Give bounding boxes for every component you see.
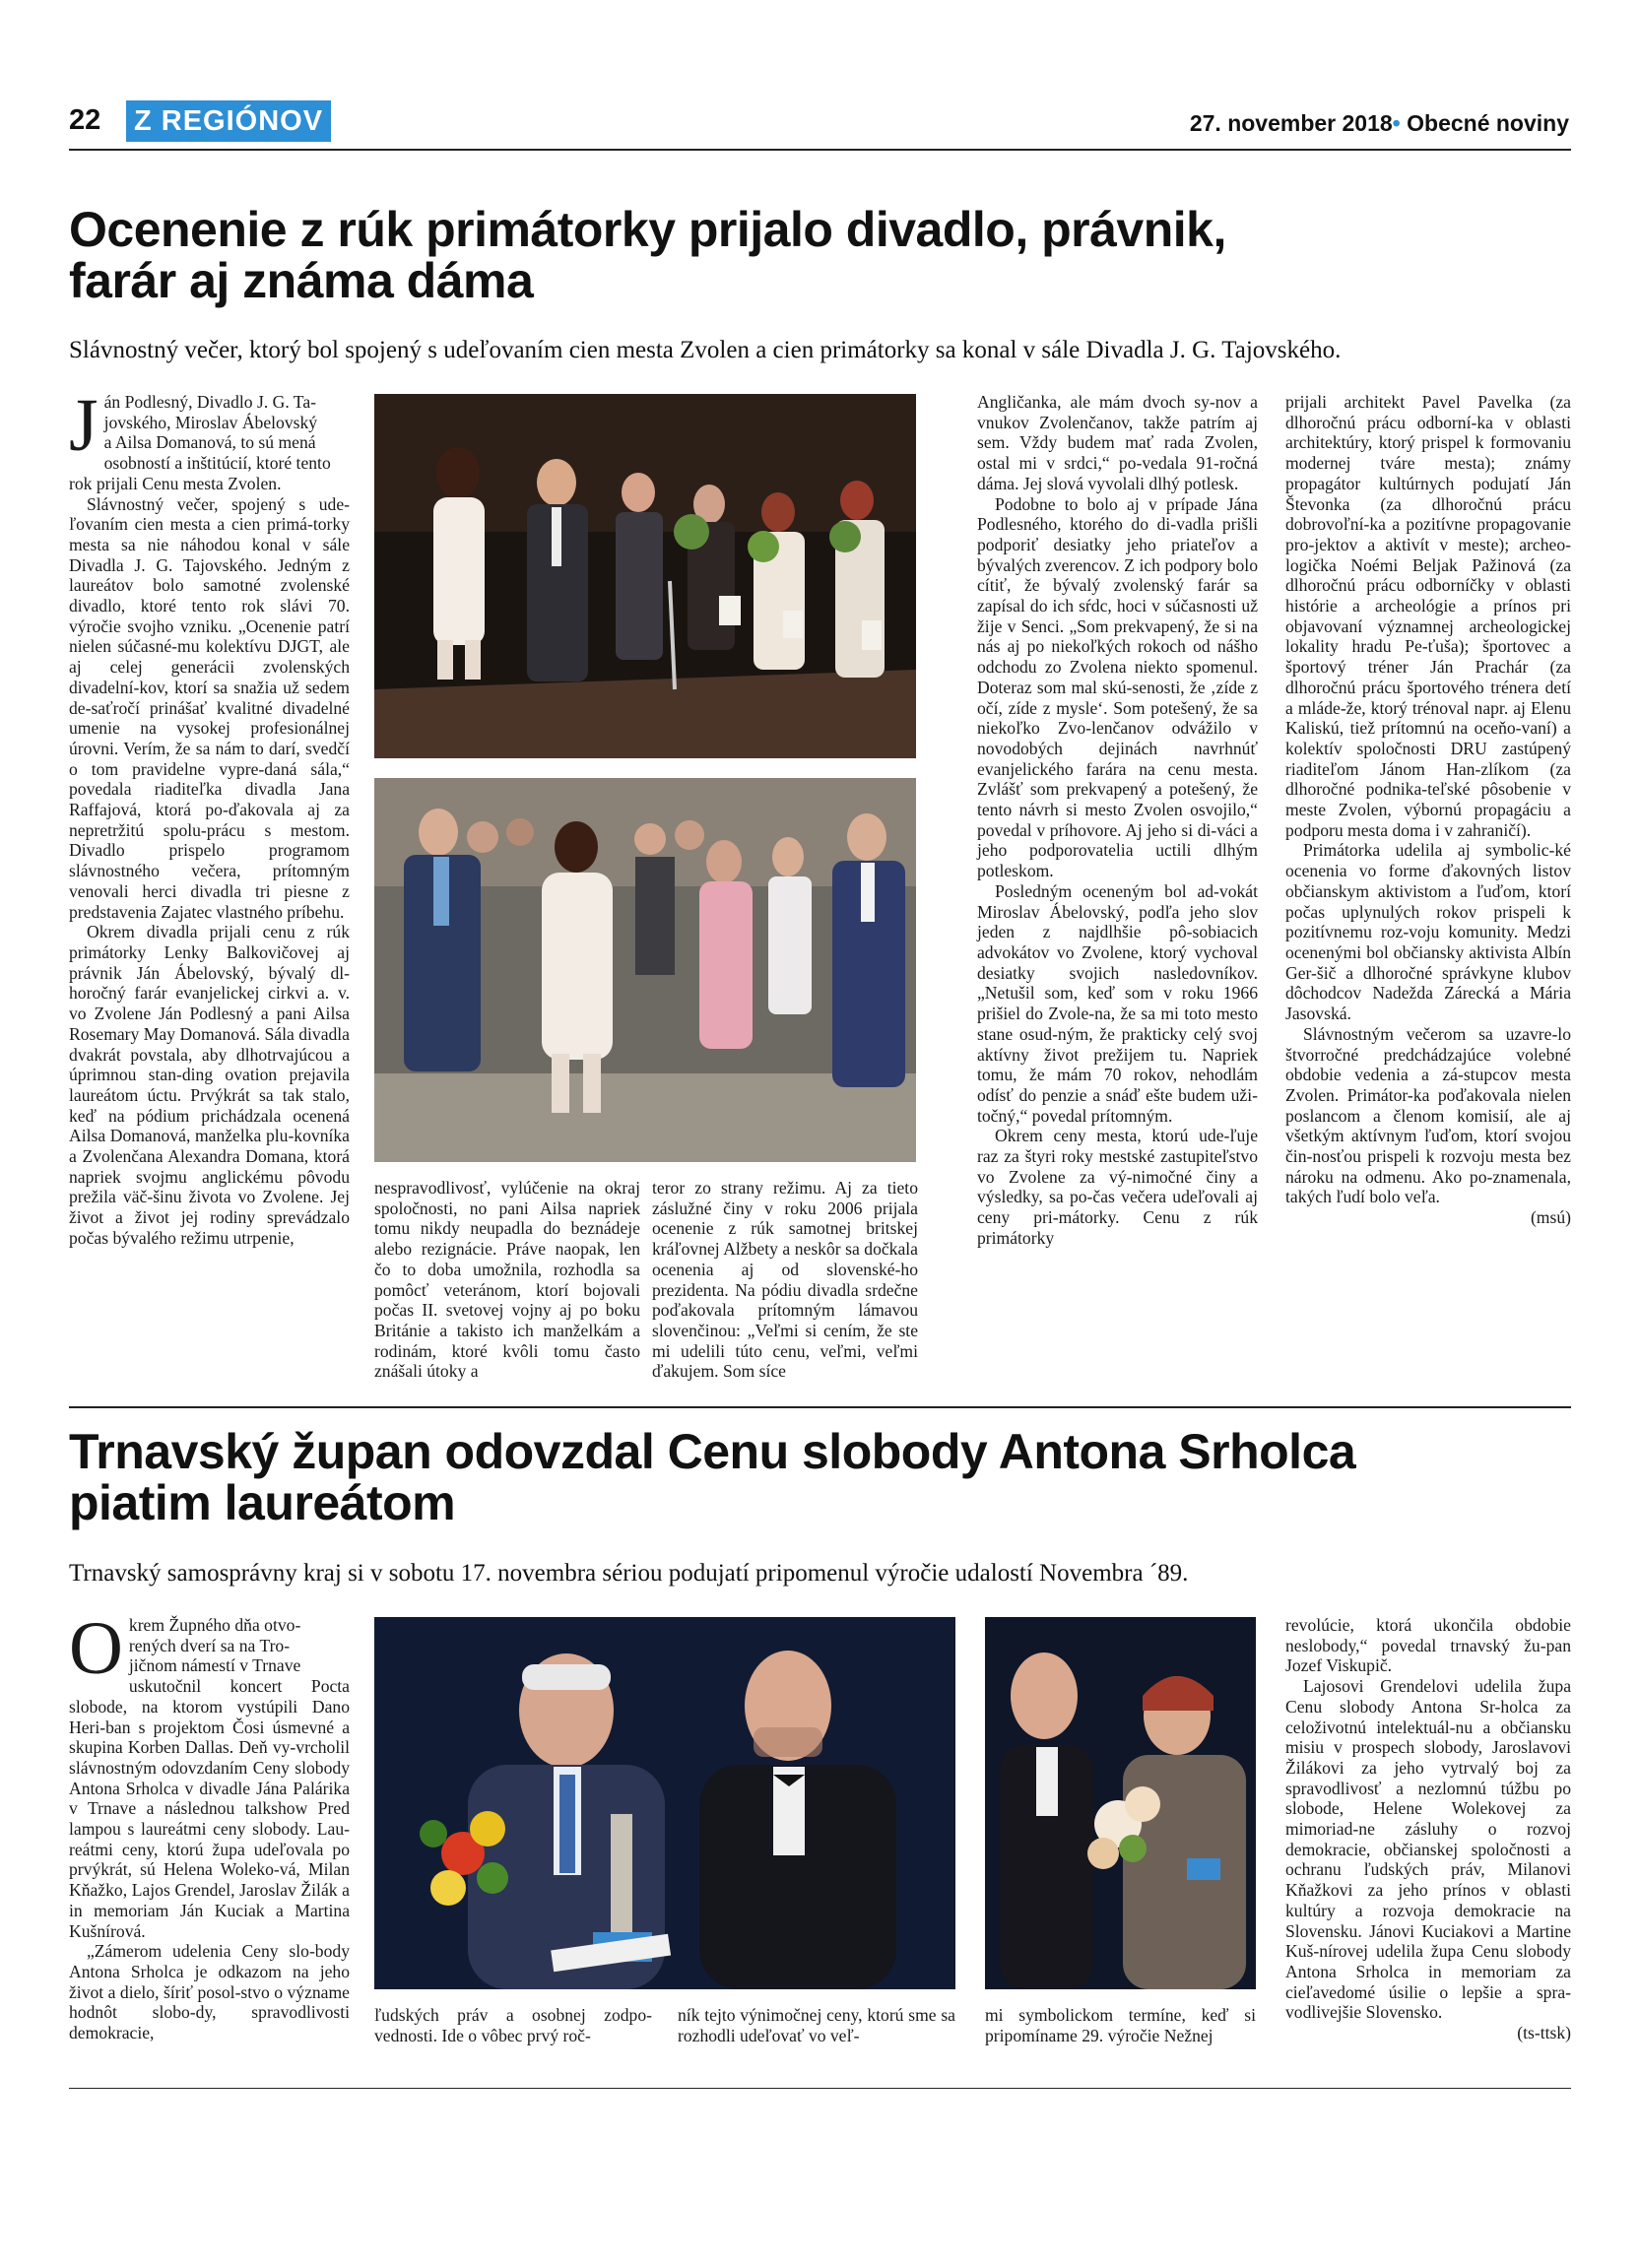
article2-lede: Trnavský samosprávny kraj si v sobotu 17. novembra sériou podujatí pripomenul výročie udalostí Novembra ´89. [69,1560,1189,1587]
article-divider [69,1406,1571,1408]
intro-lines: krem Župného dňa otvo- rených dverí sa na Tro- jičnom námestí v Trnave [128,1615,301,1676]
article1-column-4 [977,392,1258,1249]
paragraph: ľudských práv a osobnej zodpo-vednosti. Ide o vôbec prvý roč- [374,2005,652,2045]
footer-rule [69,2088,1571,2089]
dropcap: J [69,384,98,467]
photo-laureates-group [374,778,916,1162]
photo-group-illustration [374,778,916,1162]
article1-column-1 [69,384,350,1249]
article2-column-3 [678,2005,955,2045]
photo-award-illustration [374,1617,955,1989]
publication-name: Obecné noviny [1407,110,1569,136]
article2-headline: Trnavský župan odovzdal Cenu slobody Antona Srholca piatim laureátom [69,1424,1356,1530]
dropcap: O [69,1607,123,1690]
article1-column-2 [374,1178,640,1382]
article1-lede: Slávnostný večer, ktorý bol spojený s udeľovaním cien mesta Zvolen a cien primátorky sa konal v sále Divadla J. G. Tajovského. [69,337,1342,363]
paragraph: Posledným oceneným bol ad-vokát Miroslav Ábelovský, podľa jeho slov jeden z najdlhšie pô-sobiacich advokátov vo Zvolene, ktorý vychoval desiatky svojich nasledovníkov. „Netušil som, keď som v roku 1966 prišiel do Zvole-na, že sa mi toto mesto stane osud-ným, že prakticky celý svoj aktívny život prežijem tu. Napriek tomu, že mám 70 rokov, nehodlám odísť do penzie a snáď ešte budem uži-točný,“ povedal prítomným. [977,880,1258,1126]
paragraph: teror zo strany režimu. Aj za tieto záslužné činy v roku 2006 prijala ocenenie z rúk samotnej britskej kráľovnej Alžbety a neskôr sa dočkala ocenenia aj od slovenské-ho prezidenta. Na pódiu divadla srdečne poďakovala prítomným lámavou slovenčinou: „Veľmi si cením, že ste mi udelili túto cenu, veľmi, veľmi ďakujem. Som síce [652,1178,918,1382]
article1-headline: Ocenenie z rúk primátorky prijalo divadlo, právnik, farár aj známa dáma [69,202,1226,308]
paragraph: revolúcie, ktorá ukončila obdobie neslobody,“ povedal trnavský žu-pan Jozef Viskupič. [1285,1615,1571,1676]
paragraph: Primátorka udelila aj symbolic-ké ocenenia vo forme ďakovných listov občianskym aktivistom a ľuďom, ktorí počas uplynulých rokov prispeli k pozitívnemu roz-voju komunity. Medzi ocenenými bol občiansky aktivista Albín Ger-šič a dlhoročné správkyne klubov dôchodcov Nadežda Zárecká a Mária Jasovská. [1285,840,1571,1024]
separator-dot: • [1392,110,1408,136]
article1-column-3 [652,1178,918,1382]
article1-column-5 [1285,392,1571,1228]
photo-stage-illustration [374,394,916,758]
paragraph: Okrem ceny mesta, ktorú ude-ľuje raz za štyri roky mestské zastupiteľstvo vo Zvolene za vý-nimočné činy a výsledky, sa po-čas večera udeľovali aj ceny pri-mátorky. Cenu z rúk primátorky [977,1126,1258,1248]
photo-laureate-woman [985,1617,1256,1989]
paragraph: uskutočnil koncert Pocta slobode, na ktorom vystúpili Dano Heri-ban s projektom Čosi úsmevné a skupina Korben Dallas. Deň vy-vrcholil slávnostným odovzdaním Ceny slobody Antona Srholca v divadle Jána Palárika v Trnave a následnou talkshow Pred lampou s laureátmi ceny slobody. Lau-reátmi ceny, ktorú župa udeľovala po prvýkrát, sú Helena Woleko-vá, Milan Kňažko, Lajos Grendel, Jaroslav Žilák a in memoriam Ján Kuciak a Martina Kušnírová. [69,1676,350,1941]
article2-signature: (ts-ttsk) [1517,2023,1571,2043]
paragraph: prijali architekt Pavel Pavelka (za dlhoročnú prácu odborní-ka v oblasti architektúry, ktorý prispel k formovaniu modernej tváre mesta); známy propagátor kultúrnych podujatí Ján Števonka (za dlhoročnú prácu dobrovoľní-ka a pozitívne propagovanie pro-jektov a aktivít v meste); archeo-logička Noémi Beljak Pažinová (za dlhoročnú prácu odborníčky v oblasti histórie a archeológie a prínos pri objavovaní významnej archeologickej lokality hradu Pe-ťuša); športovec a športový tréner Ján Prachár (za dlhoročnú prácu športového trénera detí a mláde-že, ktorý trénoval napr. aj Elenu Kaliskú, tiež prítomnú na oceňo-vaní) a kolektív spoločnosti DRU zastúpený riaditeľom Jánom Han-zlíkom (za dlhoročné podnika-teľské pôsobenie v meste Zvolen, výbornú propagáciu a podporu mesta doma i v zahraničí). [1285,392,1571,840]
paragraph: Slávnostným večerom sa uzavre-lo štvorročné predchádzajúce volebné obdobie vedenia a zá-stupcov mesta Zvolen. Primátor-ka poďakovala nielen poslancom a členom komisií, ale aj všetkým aktívnym ľuďom, ktorí svojou čin-nosťou prispeli k rozvoju mesta bez nároku na odmenu. Ako po-znamenala, takých ľudí bolo veľa. [1285,1023,1571,1207]
article2-column-2 [374,2005,652,2045]
article1-signature: (msú) [1530,1207,1571,1228]
article2-column-5 [1285,1615,1571,2043]
paragraph: Okrem divadla prijali cenu z rúk primátorky Lenky Balkovičovej aj právnik Ján Ábelovský, bývalý dl-horočný farár evanjelickej cirkvi a. v. vo Zvolene Ján Podlesný a pani Ailsa Rosemary May Domanová. Sála divadla dvakrát povstala, aby dlhotrvajúcou a úprimnou stan-ding ovation prejavila laureátom úctu. Prvýkrát sa tak stalo, keď na pódium prichádzala ocenená Ailsa Domanová, manželka plu-kovníka a Zvolenčana Alexandra Domana, ktorá napriek svojmu anglickému pôvodu prežila väč-šinu života vo Zvolene. Jej život a život jej rodiny sprevádzalo počas bývalého režimu utrpenie, [69,922,350,1248]
issue-date: 27. november 2018 [1189,110,1393,136]
paragraph: ník tejto výnimočnej ceny, ktorú sme sa rozhodli udeľovať vo veľ- [678,2005,955,2045]
photo-stage-awards [374,394,916,758]
photo-award-handover [374,1617,955,1989]
article2-column-1 [69,1607,350,2043]
paragraph: Lajosovi Grendelovi udelila župa Cenu slobody Antona Sr-holca za celoživotnú intelektuál-nu a občiansku misiu v prospech slobody, Jaroslavovi Žilákovi za jeho vytrvalý boj za spravodlivosť a nezlomnú túžbu po slobode, Helene Wolekovej za mimoriad-ne zásluhy o rozvoj demokracie, občianskej spoločnosti a ochranu ľudských práv, Milanovi Kňažkovi za jeho prínos v oblasti kultúry a rozvoja demokracie na Slovensku. Jánovi Kuciakovi a Martine Kuš-nírovej udelila župa Cenu slobody Antona Srholca in memoriam za cieľavedomé úsilie o lepšie a spra-vodlivejšie Slovensko. [1285,1676,1571,2023]
paragraph: Slávnostný večer, spojený s ude-ľovaním cien mesta a cien primá-torky mesta sa nie náhodou konal v sále Divadla J. G. Tajovského. Jedným z laureátov bolo samotné zvolenské divadlo, ktoré tento rok slávi 70. výročie svojho vzniku. „Ocenenie patrí nielen súčasné-mu kolektívu DJGT, ale aj celej generácii zvolenských divadelní-kov, ktorí sa snažia už sedem de-saťročí prinášať kvalitné divadelné umenie na vysokej profesionálnej úrovni. Verím, že sa nám to darí, svedčí o tom pravidelne vypre-daná sála,“ povedala riaditeľka divadla Jana Raffajová, ktorá po-ďakovala aj za nepretržitú spolu-prácu s mestom. Divadlo prispelo programom slávnostného večera, prítomným venovali herci divadla tri piesne z predstavenia Zajatec vlastného príbehu. [69,493,350,922]
paragraph: Angličanka, ale mám dvoch sy-nov a vnukov Zvolenčanov, takže patrím aj sem. Vždy budem mať rada Zvolen, ostal mi v srdci,“ po-vedala 91-ročná dáma. Jej slová vyvolali dlhý potlesk. [977,392,1258,493]
page-number: 22 [69,104,101,136]
paragraph: mi symbolickom termíne, keď si pripomíname 29. výročie Nežnej [985,2005,1256,2045]
intro-lines: án Podlesný, Divadlo J. G. Ta- jovského, Miroslav Ábelovský a Ailsa Domanová, to sú mená osobností a inštitúcií, ktoré tento rok prijali Cenu mesta Zvolen. [69,392,331,493]
photo-laureate-illustration [985,1617,1256,1989]
article2-column-4 [985,2005,1256,2045]
issue-info [1190,110,1569,137]
section-tag: Z REGIÓNOV [126,100,331,142]
paragraph: Podobne to bolo aj v prípade Jána Podlesného, ktorého do di-vadla prišli podporiť desiatky jeho priateľov a bývalých zverencov. Z ich podpory bolo cítiť, že bývalý zvolenský farár sa zapísal do ich sŕdc, hoci v súčasnosti už žije v Senci. „Som prekvapený, že si na nás aj po niekoľkých rokoch od nášho odchodu zo Zvolena niekto spomenul. Doteraz som mal skú-senosti, že ‚zíde z očí, zíde z mysle‘. Som potešený, že sa niekoľko Zvo-lenčanov odvážilo v novodobých dejinách navrhnúť evanjelického farára na cenu mesta. Zvlášť som prekvapený a potešený, že tento návrh si mesto Zvolen osvojilo,“ povedal v príhovore. Aj jeho si di-váci a jeho podporovatelia uctili dlhým potleskom. [977,493,1258,881]
header-rule [69,149,1571,151]
paragraph: „Zámerom udelenia Ceny slo-body Antona Srholca je odkazom na jeho život a dielo, šíriť posol-stvo o význame hodnôt slobo-dy, spravodlivosti demokracie, [69,1941,350,2043]
paragraph: nespravodlivosť, vylúčenie na okraj spoločnosti, no pani Ailsa napriek tomu nikdy neupadla do beznádeje alebo rezignácie. Práve naopak, len čo to doba umožnila, rozhodla sa pomôcť veteránom, ktorí bojovali počas II. svetovej vojny aj po boku Británie a takisto ich manželkám a rodinám, ktoré kvôli tomu často znášali útoky a [374,1178,640,1382]
